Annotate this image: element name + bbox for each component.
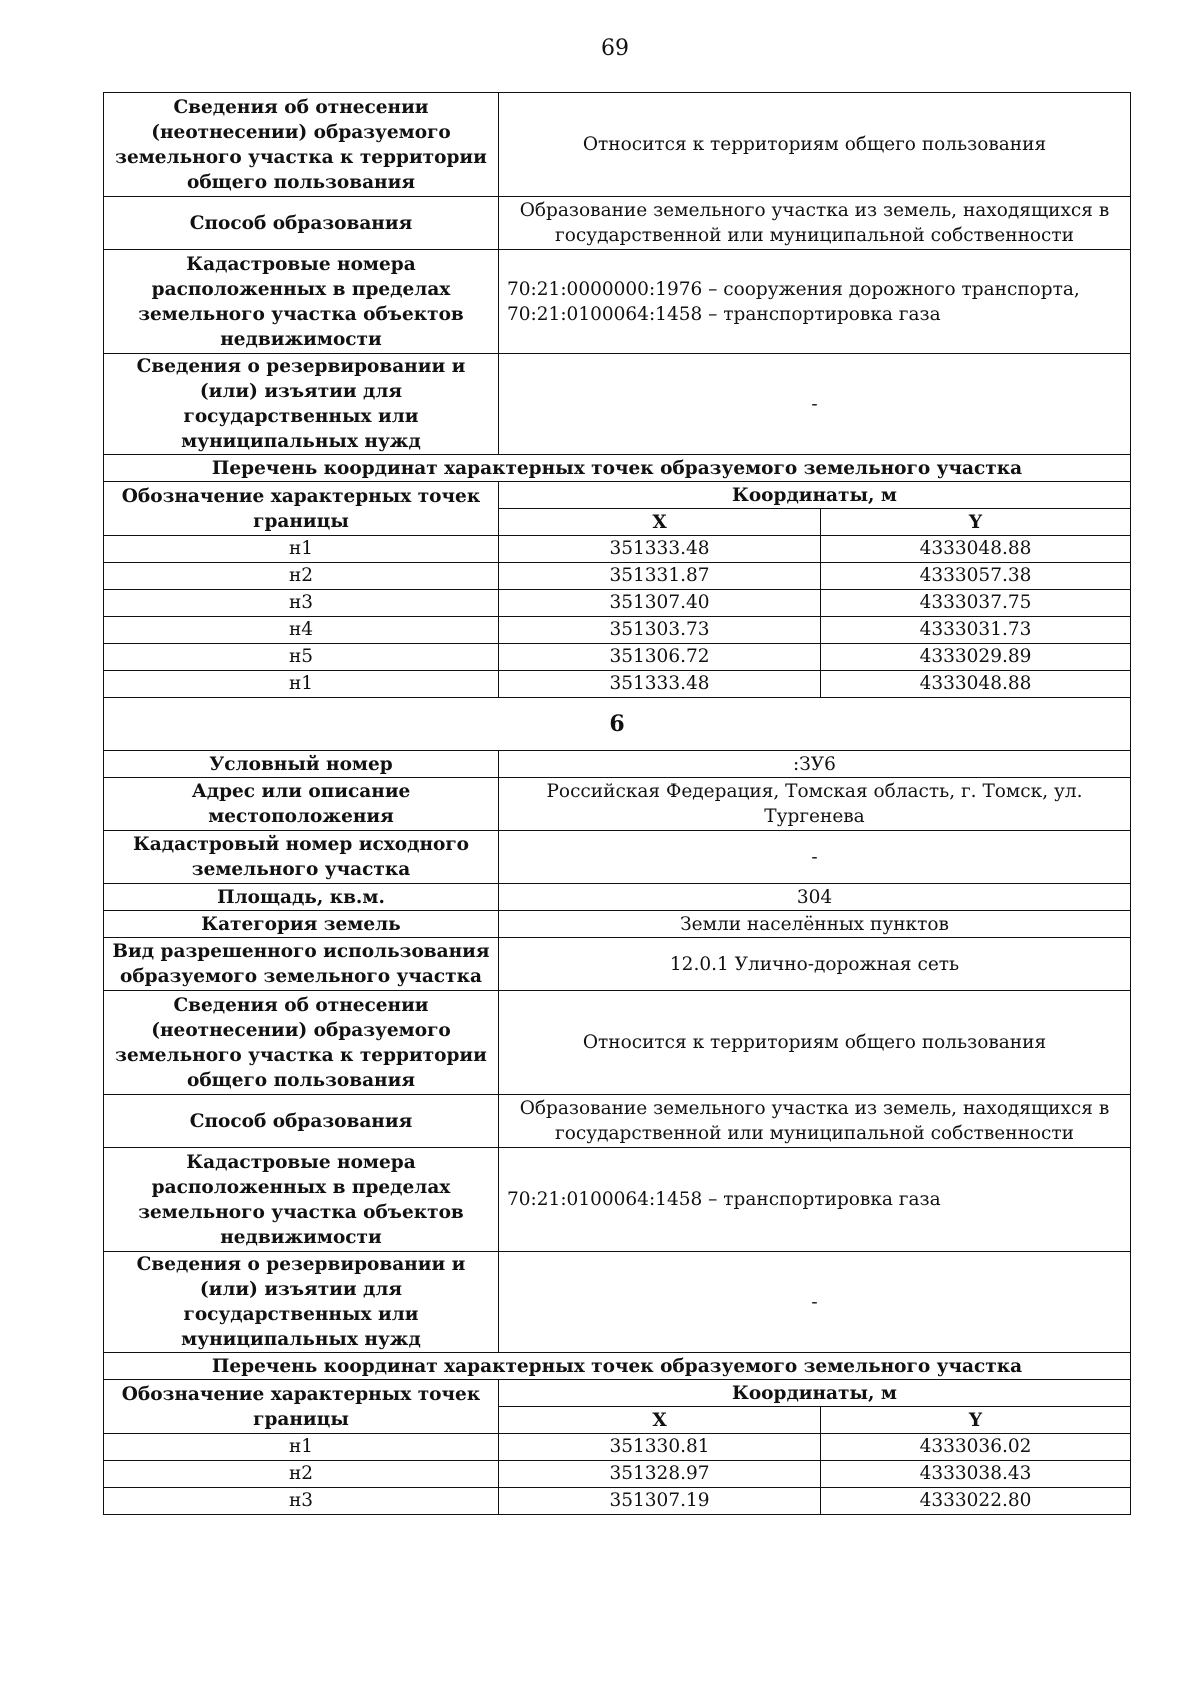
- field-value: :ЗУ6: [499, 751, 1131, 778]
- cadastral-line: 70:21:0100064:1458 – транспортировка газа: [507, 303, 941, 325]
- field-value: 304: [499, 884, 1131, 911]
- field-value: Земли населённых пунктов: [499, 911, 1131, 938]
- table-row: [104, 991, 1131, 1095]
- field-value: -: [499, 1252, 1131, 1353]
- point-name: н2: [104, 563, 499, 590]
- coords-title-row: [104, 455, 1131, 482]
- coord-row: [104, 536, 1131, 563]
- table-row: [104, 250, 1131, 354]
- coords-title: Перечень координат характерных точек образуемого земельного участка: [104, 1353, 1131, 1380]
- coord-y: 4333037.75: [821, 590, 1131, 617]
- coord-y: 4333022.80: [821, 1488, 1131, 1515]
- point-name: н3: [104, 590, 499, 617]
- coord-y: 4333029.89: [821, 644, 1131, 671]
- field-value: Образование земельного участка из земель, находящихся в государственной или муниципальной собственности: [499, 197, 1131, 250]
- point-name: н2: [104, 1461, 499, 1488]
- coord-x: 351306.72: [499, 644, 821, 671]
- coords-header-row: [104, 482, 1131, 509]
- field-label: Условный номер: [104, 751, 499, 778]
- field-value: -: [499, 354, 1131, 455]
- field-label: Категория земель: [104, 911, 499, 938]
- coord-row: [104, 590, 1131, 617]
- point-name: н1: [104, 671, 499, 698]
- table-row: [104, 1252, 1131, 1353]
- table-row: [104, 911, 1131, 938]
- coord-row: [104, 1488, 1131, 1515]
- coord-y: 4333031.73: [821, 617, 1131, 644]
- coord-row: [104, 644, 1131, 671]
- table-row: [104, 1148, 1131, 1252]
- page-number: 69: [601, 36, 629, 61]
- coord-y: 4333038.43: [821, 1461, 1131, 1488]
- y-header: Y: [821, 509, 1131, 536]
- point-name: н1: [104, 536, 499, 563]
- x-header: X: [499, 1407, 821, 1434]
- coord-header: Координаты, м: [499, 1380, 1131, 1407]
- coord-x: 351331.87: [499, 563, 821, 590]
- coords-title: Перечень координат характерных точек образуемого земельного участка: [104, 455, 1131, 482]
- point-header: Обозначение характерных точек границы: [104, 482, 499, 536]
- field-label: Сведения об отнесении (неотнесении) образуемого земельного участка к территории общего пользования: [104, 93, 499, 197]
- coords-header-row: [104, 1380, 1131, 1407]
- field-label: Способ образования: [104, 197, 499, 250]
- section-number: 6: [104, 698, 1131, 751]
- point-name: н5: [104, 644, 499, 671]
- point-name: н4: [104, 617, 499, 644]
- coord-x: 351307.19: [499, 1488, 821, 1515]
- coord-x: 351333.48: [499, 536, 821, 563]
- field-value: -: [499, 831, 1131, 884]
- field-value: Относится к территориям общего пользования: [499, 991, 1131, 1095]
- table-row: [104, 778, 1131, 831]
- table-row: [104, 884, 1131, 911]
- point-name: н3: [104, 1488, 499, 1515]
- field-value: 70:21:0100064:1458 – транспортировка газа: [499, 1148, 1131, 1252]
- field-label: Кадастровый номер исходного земельного участка: [104, 831, 499, 884]
- table-row: [104, 354, 1131, 455]
- table-row: [104, 93, 1131, 197]
- x-header: X: [499, 509, 821, 536]
- y-header: Y: [821, 1407, 1131, 1434]
- field-label: Кадастровые номера расположенных в пределах земельного участка объектов недвижимости: [104, 250, 499, 354]
- coord-y: 4333057.38: [821, 563, 1131, 590]
- coord-row: [104, 563, 1131, 590]
- field-label: Сведения об отнесении (неотнесении) образуемого земельного участка к территории общего пользования: [104, 991, 499, 1095]
- coord-y: 4333048.88: [821, 536, 1131, 563]
- field-label: Вид разрешенного использования образуемого земельного участка: [104, 938, 499, 991]
- field-label: Площадь, кв.м.: [104, 884, 499, 911]
- coord-y: 4333036.02: [821, 1434, 1131, 1461]
- field-label: Сведения о резервировании и (или) изъятии для государственных или муниципальных нужд: [104, 354, 499, 455]
- table-row: [104, 831, 1131, 884]
- land-plot-table: [103, 92, 1131, 1515]
- coord-x: 351303.73: [499, 617, 821, 644]
- point-name: н1: [104, 1434, 499, 1461]
- coord-row: [104, 671, 1131, 698]
- field-value: Относится к территориям общего пользования: [499, 93, 1131, 197]
- coord-x: 351307.40: [499, 590, 821, 617]
- field-value: [499, 250, 1131, 354]
- coord-row: [104, 1461, 1131, 1488]
- section-row: [104, 698, 1131, 751]
- table-row: [104, 197, 1131, 250]
- table-row: [104, 751, 1131, 778]
- coord-x: 351333.48: [499, 671, 821, 698]
- coord-y: 4333048.88: [821, 671, 1131, 698]
- field-label: Кадастровые номера расположенных в пределах земельного участка объектов недвижимости: [104, 1148, 499, 1252]
- coord-x: 351330.81: [499, 1434, 821, 1461]
- coord-row: [104, 1434, 1131, 1461]
- field-value: Российская Федерация, Томская область, г. Томск, ул. Тургенева: [499, 778, 1131, 831]
- coords-title-row: [104, 1353, 1131, 1380]
- field-value: Образование земельного участка из земель, находящихся в государственной или муниципальной собственности: [499, 1095, 1131, 1148]
- coord-row: [104, 617, 1131, 644]
- field-label: Адрес или описание местоположения: [104, 778, 499, 831]
- cadastral-line: 70:21:0000000:1976 – сооружения дорожного транспорта,: [507, 278, 1080, 300]
- table-row: [104, 938, 1131, 991]
- field-label: Сведения о резервировании и (или) изъятии для государственных или муниципальных нужд: [104, 1252, 499, 1353]
- point-header: Обозначение характерных точек границы: [104, 1380, 499, 1434]
- field-value: 12.0.1 Улично-дорожная сеть: [499, 938, 1131, 991]
- coord-header: Координаты, м: [499, 482, 1131, 509]
- table-row: [104, 1095, 1131, 1148]
- field-label: Способ образования: [104, 1095, 499, 1148]
- coord-x: 351328.97: [499, 1461, 821, 1488]
